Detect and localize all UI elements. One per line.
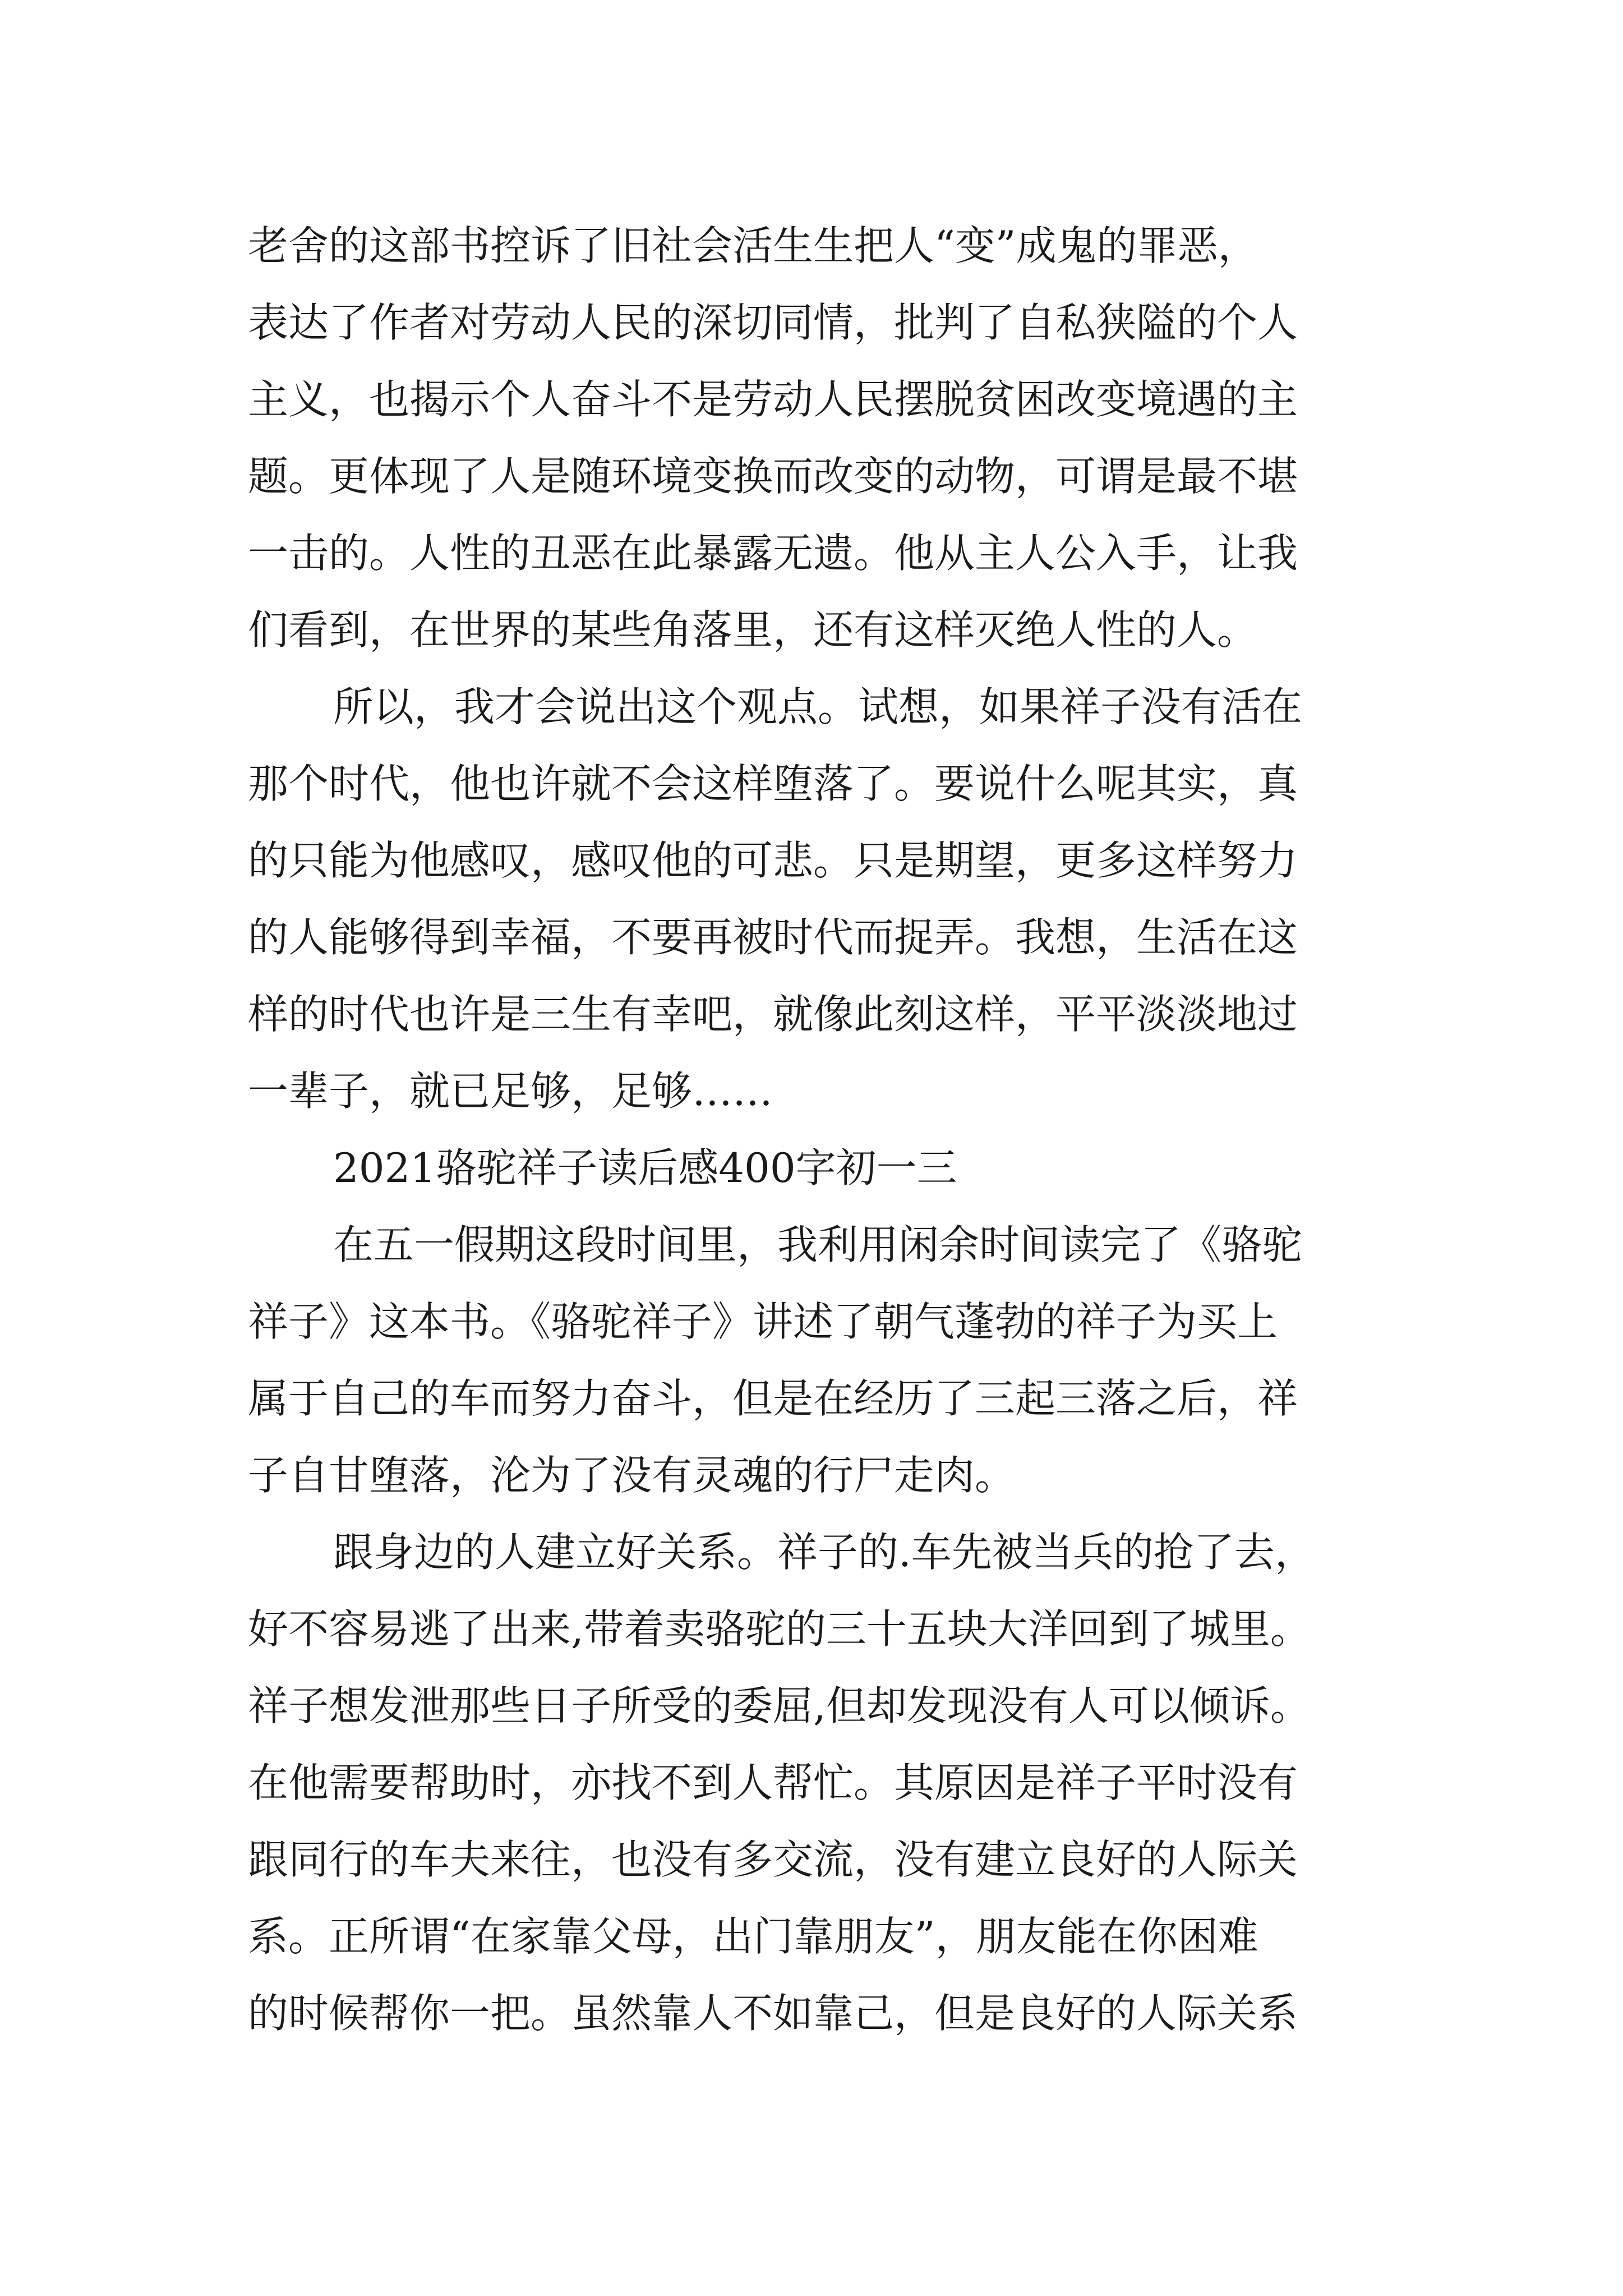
text-line: 老舍的这部书控诉了旧社会活生生把人“变”成鬼的罪恶， — [248, 222, 1258, 269]
text-line: 那个时代，他也许就不会这样堕落了。要说什么呢其实，真 — [248, 760, 1298, 807]
text-line: 跟同行的车夫来往，也没有多交流，没有建立良好的人际关 — [248, 1836, 1298, 1883]
text-line: 的只能为他感叹，感叹他的可悲。只是期望，更多这样努力 — [248, 837, 1298, 884]
text-line: 表达了作者对劳动人民的深切同情，批判了自私狭隘的个人 — [248, 299, 1298, 346]
text-line: 们看到，在世界的某些角落里，还有这样灭绝人性的人。 — [248, 606, 1258, 654]
section-heading: 2021骆驼祥子读后感400字初一三 — [333, 1144, 957, 1191]
paragraph-start-line: 在五一假期这段时间里，我利用闲余时间读完了《骆驼 — [333, 1221, 1303, 1268]
paragraph-start-line: 所以，我才会说出这个观点。试想，如果祥子没有活在 — [333, 683, 1303, 730]
text-line: 祥子》这本书。《骆驼祥子》讲述了朝气蓬勃的祥子为买上 — [248, 1298, 1278, 1345]
text-line: 一击的。人性的丑恶在此暴露无遗。他从主人公入手，让我 — [248, 530, 1298, 577]
text-line: 的人能够得到幸福，不要再被时代而捉弄。我想，生活在这 — [248, 914, 1298, 961]
text-line: 题。更体现了人是随环境变换而改变的动物，可谓是最不堪 — [248, 453, 1298, 500]
text-line: 祥子想发泄那些日子所受的委屈,但却发现没有人可以倾诉。 — [248, 1682, 1311, 1729]
text-line: 属于自己的车而努力奋斗，但是在经历了三起三落之后，祥 — [248, 1375, 1298, 1422]
text-line: 一辈子，就已足够，足够…… — [248, 1068, 773, 1115]
text-line: 在他需要帮助时，亦找不到人帮忙。其原因是祥子平时没有 — [248, 1759, 1298, 1806]
text-line: 样的时代也许是三生有幸吧，就像此刻这样，平平淡淡地过 — [248, 991, 1298, 1038]
text-line: 好不容易逃了出来,带着卖骆驼的三十五块大洋回到了城里。 — [248, 1605, 1311, 1653]
text-line: 主义，也揭示个人奋斗不是劳动人民摆脱贫困改变境遇的主 — [248, 376, 1298, 423]
document-body — [248, 208, 1392, 2052]
paragraph-start-line: 跟身边的人建立好关系。祥子的.车先被当兵的抢了去， — [333, 1529, 1315, 1576]
text-line: 子自甘堕落，沦为了没有灵魂的行尸走肉。 — [248, 1452, 1016, 1499]
text-line: 系。正所谓“在家靠父母，出门靠朋友”，朋友能在你困难 — [248, 1913, 1258, 1960]
text-line: 的时候帮你一把。虽然靠人不如靠己，但是良好的人际关系 — [248, 1990, 1298, 2037]
